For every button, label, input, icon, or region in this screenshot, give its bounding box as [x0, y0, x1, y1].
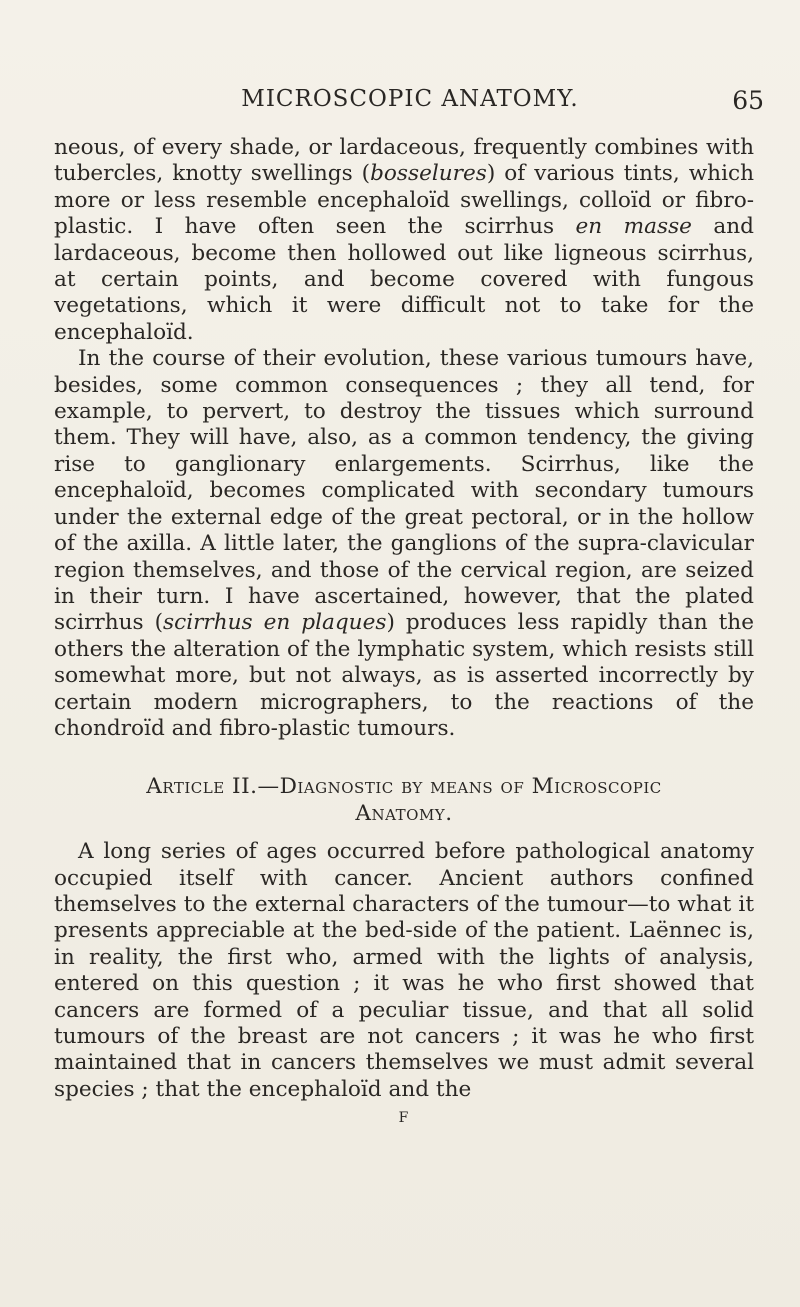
signature-mark: F	[398, 1110, 410, 1127]
article-heading	[54, 774, 754, 827]
article-heading-line-1: Article II.—Diagnostic by means of Microscopic	[146, 774, 662, 800]
paragraph-2	[54, 346, 754, 742]
paragraph-1	[54, 135, 754, 346]
body-text	[54, 135, 754, 1132]
paragraph-1-text-a: neous, of every shade, or lardaceous, frequently combines with tubercles, knotty swellings (	[54, 135, 754, 187]
page-number: 65	[732, 86, 764, 115]
running-head: MICROSCOPIC ANATOMY.	[241, 86, 579, 112]
paragraph-2-text-b: ) produces less rapidly than the others the alteration of the lymphatic system, which resists still somewhat more, but not always, as is asserted incorrectly by certain modern micrographers, to the reactions of the chondroïd and fibro-plastic tumours.	[54, 610, 754, 741]
page-header	[40, 86, 780, 120]
article-heading-line-2: Anatomy.	[355, 800, 453, 826]
paragraph-1-text-c: and lardaceous, become then hollowed out like ligneous scirrhus, at certain points, and become covered with fungous vegetations, which it were difficult not to take for the encephaloïd.	[54, 214, 755, 345]
paragraph-1-text-b: ) of various tints, which more or less resemble encephaloïd swellings, colloïd or fibro-plastic. I have often seen the scirrhus	[54, 161, 754, 240]
paragraph-1-italic-b: en masse	[575, 214, 692, 240]
paragraph-2-text-a: In the course of their evolution, these various tumours have, besides, some common consequences ; they all tend, for example, to pervert, to destroy the tissues which surround them. They will have, also, as a common tendency, the giving rise to ganglionary enlargements. Scirrhus, like the encephaloïd, becomes complicated with secondary tumours under the external edge of the great pectoral, or in the hollow of the axilla. A little later, the ganglions of the supra-clavicular region themselves, and those of the cervical region, are seized in their turn. I have ascertained, however, that the plated scirrhus (	[54, 346, 754, 636]
paragraph-1-italic-a: bosselures	[370, 161, 487, 187]
paragraph-2-italic-a: scirrhus en plaques	[163, 610, 387, 636]
paragraph-3: A long series of ages occurred before pathological anatomy occupied itself with cancer. Ancient authors confined themselves to the external characters of the tumour—to what it presents appreciable at the bed-side of the patient. Laënnec is, in reality, the first who, armed with the lights of analysis, entered on this question ; it was he who first showed that cancers are formed of a peculiar tissue, and that all solid tumours of the breast are not cancers ; it was he who first maintained that in cancers themselves we must admit several species ; that the encephaloïd and the	[54, 839, 754, 1102]
